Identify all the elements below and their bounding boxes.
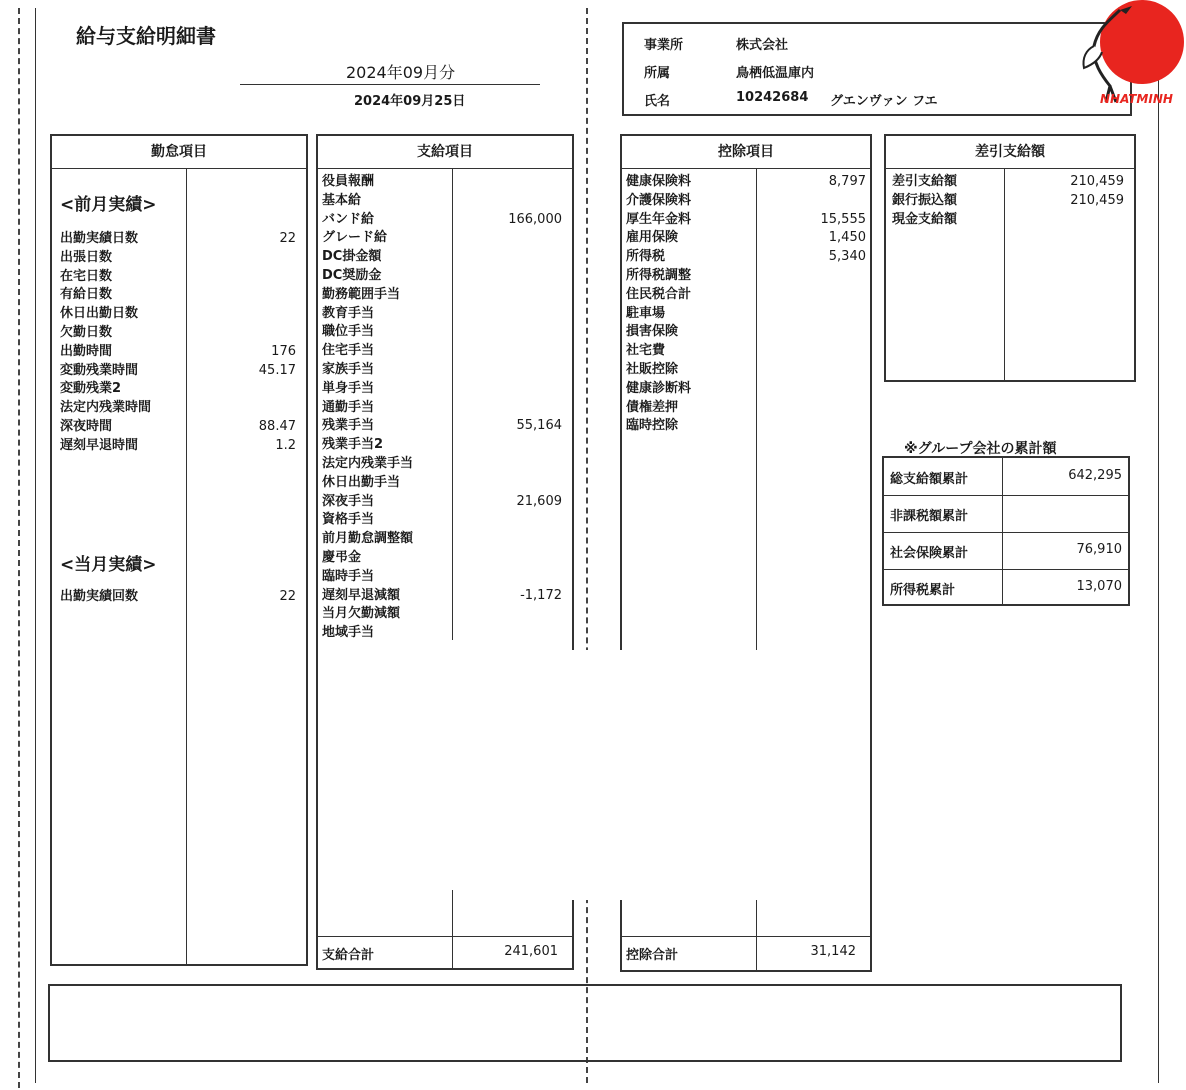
item-value: -1,172 bbox=[520, 587, 562, 603]
list-item bbox=[60, 588, 300, 607]
list-item bbox=[626, 399, 866, 418]
item-label: 残業手当 bbox=[322, 418, 375, 434]
list-item bbox=[322, 229, 562, 248]
item-label: 深夜時間 bbox=[60, 418, 113, 434]
list-item bbox=[60, 437, 300, 456]
list-item bbox=[60, 343, 300, 362]
list-item bbox=[322, 305, 562, 324]
item-label: 資格手当 bbox=[322, 512, 375, 528]
curr-month-section: <当月実績> bbox=[60, 555, 157, 575]
item-value: 22 bbox=[279, 589, 296, 604]
list-item bbox=[322, 474, 562, 493]
item-value: 55,164 bbox=[516, 418, 562, 434]
list-item bbox=[626, 229, 866, 248]
employee-name: グエンヴァン フエ bbox=[830, 94, 938, 109]
left-dashed-line bbox=[18, 8, 20, 1088]
item-value: 1,450 bbox=[828, 230, 866, 246]
payments-total-value: 241,601 bbox=[504, 944, 558, 959]
list-item bbox=[322, 511, 562, 530]
item-value: 176 bbox=[271, 343, 296, 359]
document-title: 給与支給明細書 bbox=[76, 24, 216, 48]
item-label: 雇用保険 bbox=[626, 230, 679, 246]
cumulative-note: ※グループ会社の累計額 bbox=[904, 441, 1057, 457]
item-label: グレード給 bbox=[322, 230, 388, 246]
list-item bbox=[626, 380, 866, 399]
deductions-total-line bbox=[622, 936, 870, 937]
cumulative-label: 非課税額累計 bbox=[890, 509, 969, 524]
item-label: 健康診断料 bbox=[626, 380, 692, 396]
net-pay-box bbox=[884, 134, 1136, 382]
list-item bbox=[60, 286, 300, 305]
item-label: 住民税合計 bbox=[626, 286, 692, 302]
crane-icon bbox=[1080, 6, 1140, 106]
remarks-box bbox=[48, 984, 1122, 1062]
cumulative-value: 76,910 bbox=[1076, 542, 1122, 557]
list-item bbox=[626, 192, 866, 211]
list-item bbox=[322, 568, 562, 587]
item-label: 法定内残業手当 bbox=[322, 455, 414, 471]
pay-date: 2024年09月25日 bbox=[354, 94, 466, 109]
item-label: 有給日数 bbox=[60, 287, 113, 303]
item-label: 出張日数 bbox=[60, 249, 113, 265]
item-label: 残業手当2 bbox=[322, 437, 384, 453]
list-item bbox=[322, 399, 562, 418]
attendance-box bbox=[50, 134, 308, 966]
list-item bbox=[322, 493, 562, 512]
item-label: 変動残業時間 bbox=[60, 362, 139, 378]
item-label: 遅刻早退時間 bbox=[60, 437, 139, 453]
item-label: 出勤実績日数 bbox=[60, 231, 139, 246]
list-item bbox=[626, 361, 866, 380]
item-label: 損害保険 bbox=[626, 324, 679, 340]
list-item bbox=[322, 192, 562, 211]
deductions-list bbox=[626, 173, 866, 436]
item-label: 債権差押 bbox=[626, 399, 679, 415]
office-label: 事業所 bbox=[644, 38, 684, 53]
item-label: 単身手当 bbox=[322, 380, 375, 396]
item-label: 臨時手当 bbox=[322, 568, 375, 584]
list-item bbox=[626, 323, 866, 342]
item-label: 健康保険料 bbox=[626, 174, 692, 189]
employee-info-box bbox=[622, 22, 1132, 116]
pay-period: 2024年09月分 bbox=[346, 63, 456, 82]
center-dashed-line bbox=[586, 8, 588, 1083]
list-item bbox=[892, 173, 1124, 192]
item-value: 88.47 bbox=[258, 418, 296, 434]
cumulative-value: 13,070 bbox=[1076, 579, 1122, 594]
cumulative-value: 642,295 bbox=[1068, 468, 1122, 483]
net-pay-list bbox=[892, 173, 1124, 229]
item-value: 21,609 bbox=[516, 493, 562, 509]
prev-month-section: <前月実績> bbox=[60, 195, 157, 215]
list-item bbox=[60, 268, 300, 287]
item-label: 所得税調整 bbox=[626, 267, 692, 283]
item-label: 深夜手当 bbox=[322, 493, 375, 509]
item-value: 5,340 bbox=[828, 249, 866, 265]
cumulative-label: 所得税累計 bbox=[890, 583, 956, 598]
dept-value: 鳥栖低温庫内 bbox=[736, 66, 815, 81]
net-pay-header: 差引支給額 bbox=[886, 136, 1134, 169]
deductions-total-value: 31,142 bbox=[810, 944, 856, 959]
item-label: 厚生年金料 bbox=[626, 211, 692, 227]
payments-header: 支給項目 bbox=[318, 136, 572, 169]
item-label: DC掛金額 bbox=[322, 249, 382, 265]
item-value: 45.17 bbox=[258, 362, 296, 378]
list-item bbox=[626, 286, 866, 305]
item-label: 通勤手当 bbox=[322, 399, 375, 415]
item-label: 在宅日数 bbox=[60, 268, 113, 284]
item-label: 遅刻早退減額 bbox=[322, 587, 401, 603]
list-item bbox=[322, 549, 562, 568]
item-label: 法定内残業時間 bbox=[60, 400, 152, 416]
redaction-mask bbox=[318, 640, 570, 890]
cumulative-label: 社会保険累計 bbox=[890, 546, 969, 561]
attendance-list bbox=[60, 230, 300, 456]
item-label: 教育手当 bbox=[322, 305, 375, 321]
item-label: 銀行振込額 bbox=[892, 192, 958, 208]
name-label: 氏名 bbox=[644, 94, 671, 109]
list-item bbox=[60, 418, 300, 437]
item-value: 8,797 bbox=[828, 174, 866, 189]
list-item bbox=[322, 211, 562, 230]
list-item bbox=[322, 436, 562, 455]
item-label: 現金支給額 bbox=[892, 211, 958, 227]
cumulative-label: 総支給額累計 bbox=[890, 472, 969, 487]
item-label: 所得税 bbox=[626, 249, 666, 265]
office-value: 株式会社 bbox=[736, 38, 789, 53]
list-item bbox=[626, 342, 866, 361]
watermark-text: NHATMINH bbox=[1100, 92, 1173, 106]
list-item bbox=[60, 362, 300, 381]
item-value: 1.2 bbox=[275, 437, 296, 453]
payments-list bbox=[322, 173, 562, 643]
list-item bbox=[892, 211, 1124, 230]
dept-label: 所属 bbox=[644, 66, 671, 81]
item-value: 22 bbox=[279, 231, 296, 246]
redaction-mask bbox=[566, 650, 866, 900]
list-item bbox=[322, 417, 562, 436]
attendance-current-list bbox=[60, 588, 300, 607]
item-label: 家族手当 bbox=[322, 361, 375, 377]
right-margin-line bbox=[1158, 8, 1159, 1083]
list-item bbox=[60, 380, 300, 399]
list-item bbox=[322, 342, 562, 361]
deductions-total-label: 控除合計 bbox=[626, 948, 679, 963]
item-label: 差引支給額 bbox=[892, 174, 958, 189]
list-item bbox=[322, 530, 562, 549]
item-label: 社宅費 bbox=[626, 343, 666, 359]
list-item bbox=[322, 361, 562, 380]
item-label: 休日出勤日数 bbox=[60, 306, 139, 322]
list-item bbox=[322, 173, 562, 192]
employee-id: 10242684 bbox=[736, 90, 809, 105]
list-item bbox=[322, 605, 562, 624]
list-item bbox=[60, 249, 300, 268]
attendance-header: 勤怠項目 bbox=[52, 136, 306, 169]
list-item bbox=[322, 323, 562, 342]
list-item bbox=[60, 230, 300, 249]
cumulative-row bbox=[884, 458, 1128, 496]
list-item bbox=[322, 455, 562, 474]
item-label: 住宅手当 bbox=[322, 343, 375, 359]
item-label: 駐車場 bbox=[626, 305, 666, 321]
item-label: 前月勤怠調整額 bbox=[322, 531, 414, 547]
item-label: 基本給 bbox=[322, 192, 362, 208]
cumulative-box bbox=[882, 456, 1130, 606]
list-item bbox=[322, 248, 562, 267]
deductions-header: 控除項目 bbox=[622, 136, 870, 169]
cumulative-row bbox=[884, 495, 1128, 533]
item-value: 210,459 bbox=[1070, 192, 1124, 208]
item-label: DC奨励金 bbox=[322, 267, 382, 283]
payments-total-label: 支給合計 bbox=[322, 948, 375, 963]
list-item bbox=[892, 192, 1124, 211]
list-item bbox=[60, 399, 300, 418]
item-label: 役員報酬 bbox=[322, 174, 375, 189]
item-value: 15,555 bbox=[820, 211, 866, 227]
watermark-logo bbox=[1080, 0, 1186, 110]
item-label: バンド給 bbox=[322, 211, 375, 227]
item-label: 出勤時間 bbox=[60, 343, 113, 359]
item-label: 休日出勤手当 bbox=[322, 474, 401, 490]
cumulative-row bbox=[884, 569, 1128, 606]
list-item bbox=[60, 324, 300, 343]
item-label: 変動残業2 bbox=[60, 381, 122, 397]
cumulative-row bbox=[884, 532, 1128, 570]
list-item bbox=[322, 380, 562, 399]
item-label: 介護保険料 bbox=[626, 192, 692, 208]
list-item bbox=[626, 417, 866, 436]
item-label: 慶弔金 bbox=[322, 549, 362, 565]
list-item bbox=[322, 267, 562, 286]
period-underline bbox=[240, 84, 540, 85]
item-value: 166,000 bbox=[508, 211, 562, 227]
item-label: 当月欠勤減額 bbox=[322, 606, 401, 622]
item-label: 欠勤日数 bbox=[60, 324, 113, 340]
left-margin-line bbox=[35, 8, 36, 1083]
list-item bbox=[322, 587, 562, 606]
payments-total-line bbox=[318, 936, 572, 937]
list-item bbox=[626, 267, 866, 286]
list-item bbox=[626, 211, 866, 230]
redaction-mask bbox=[790, 28, 850, 54]
list-item bbox=[626, 305, 866, 324]
item-label: 地域手当 bbox=[322, 625, 375, 641]
item-value: 210,459 bbox=[1070, 174, 1124, 189]
list-item bbox=[60, 305, 300, 324]
list-item bbox=[626, 173, 866, 192]
item-label: 職位手当 bbox=[322, 324, 375, 340]
item-label: 社販控除 bbox=[626, 361, 679, 377]
item-label: 臨時控除 bbox=[626, 418, 679, 434]
item-label: 勤務範囲手当 bbox=[322, 286, 401, 302]
list-item bbox=[322, 286, 562, 305]
item-label: 出勤実績回数 bbox=[60, 589, 139, 604]
list-item bbox=[626, 248, 866, 267]
